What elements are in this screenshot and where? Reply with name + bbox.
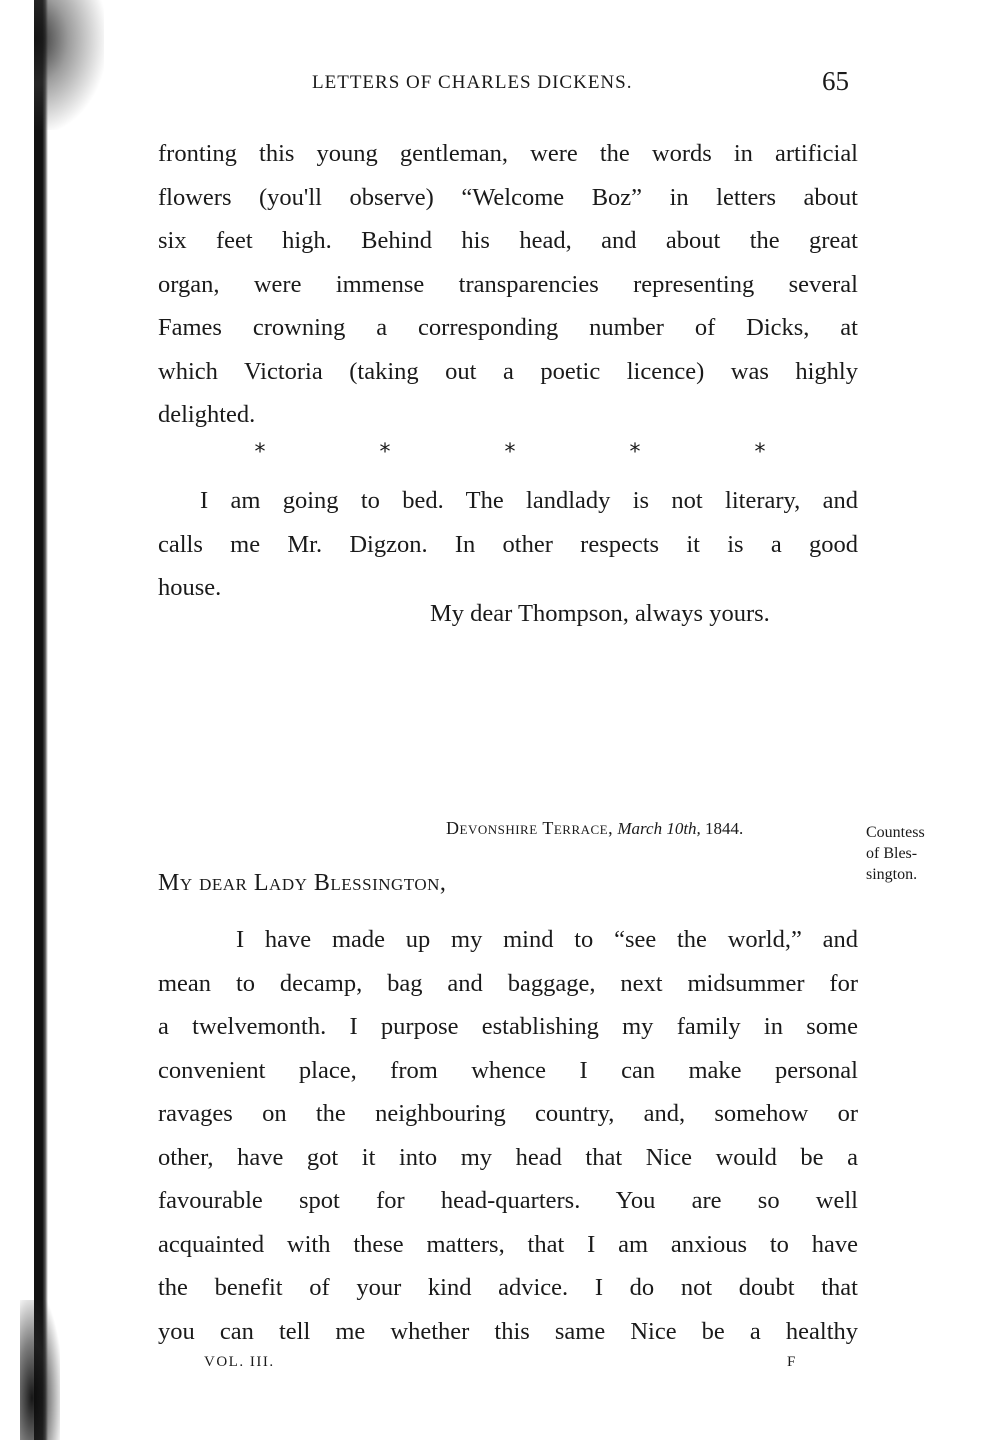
asterisk: * — [754, 440, 766, 465]
dateline-date: March 10th, — [617, 819, 701, 838]
asterisk: * — [379, 440, 391, 465]
text-line: the benefit of your kind advice. I do not doubt that — [158, 1274, 858, 1301]
page-number: 65 — [822, 66, 849, 96]
text-line: I am going to bed. The landlady is not literary, and — [200, 487, 858, 514]
asterisk: * — [254, 440, 266, 465]
text-line: mean to decamp, bag and baggage, next midsummer for — [158, 969, 858, 997]
text-line: a twelvemonth. I purpose establishing my family in some — [158, 1013, 858, 1040]
dateline-place: Devonshire Terrace, — [446, 818, 614, 838]
letter2-salutation: My dear Lady Blessington, — [158, 870, 447, 896]
text-line: delighted. — [158, 401, 256, 428]
text-line: ravages on the neighbouring country, and, somehow or — [158, 1100, 858, 1127]
letter1-paragraph-2 — [158, 479, 858, 610]
sidenote-line: Countess — [866, 824, 925, 841]
asterisk: * — [504, 440, 516, 465]
footer-volume: VOL. III. — [204, 1354, 275, 1370]
text-line: favourable spot for head-quarters. You are so well — [158, 1187, 858, 1214]
text-line: calls me Mr. Digzon. In other respects it is a good — [158, 530, 858, 558]
text-line: you can tell me whether this same Nice be a healthy — [158, 1317, 858, 1345]
running-head: LETTERS OF CHARLES DICKENS. — [312, 72, 633, 93]
text-line: house. — [158, 574, 222, 601]
section-break-asterisks — [250, 440, 770, 465]
text-line: I have made up my mind to “see the world,” and — [236, 926, 858, 953]
letter1-paragraph-1 — [158, 132, 858, 437]
text-line: organ, were immense transparencies representing several — [158, 270, 858, 298]
text-line: which Victoria (taking out a poetic licence) was highly — [158, 357, 858, 385]
text-line: fronting this young gentleman, were the words in artificial — [158, 140, 858, 167]
text-line: other, have got it into my head that Nice would be a — [158, 1143, 858, 1171]
footer-signature-mark: F — [787, 1354, 796, 1370]
text-line: flowers (you'll observe) “Welcome Boz” in letters about — [158, 183, 858, 211]
text-line: Fames crowning a corresponding number of Dicks, at — [158, 314, 858, 341]
scan-gutter-shadow-bottom — [20, 1300, 60, 1440]
letter2-dateline — [446, 818, 743, 839]
text-line: six feet high. Behind his head, and about the great — [158, 227, 858, 254]
asterisk: * — [629, 440, 641, 465]
sidenote-line: sington. — [866, 866, 918, 883]
letter2-paragraph-1 — [158, 918, 858, 1353]
scan-gutter-edge — [34, 0, 48, 1440]
margin-sidenote — [866, 822, 956, 885]
letter1-closing: My dear Thompson, always yours. — [430, 600, 770, 627]
scan-gutter-shadow-top — [34, 0, 104, 130]
dateline-year: 1844. — [705, 819, 744, 838]
sidenote-line: of Bles- — [866, 845, 918, 862]
text-line: convenient place, from whence I can make personal — [158, 1056, 858, 1084]
text-line: acquainted with these matters, that I am anxious to have — [158, 1230, 858, 1258]
